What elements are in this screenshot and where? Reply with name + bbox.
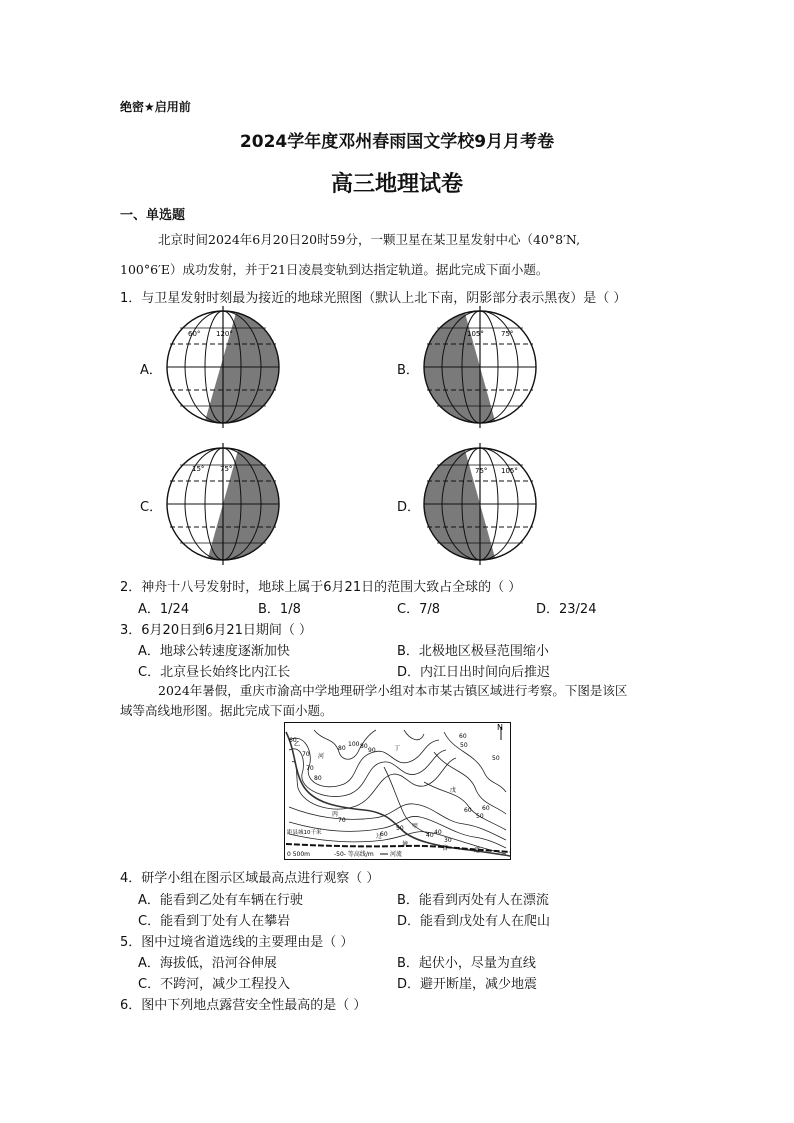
secret-label: 绝密★启用前 xyxy=(120,100,191,114)
contour-label: 50 xyxy=(460,742,468,749)
section-heading: 一、单选题 xyxy=(120,208,186,223)
q6-stem: 6．图中下列地点露营安全性最高的是（ ） xyxy=(120,998,367,1013)
globe-a xyxy=(158,306,288,428)
lon-label-d2: 105° xyxy=(501,467,518,475)
contour-label: 60 xyxy=(289,737,297,744)
road-label-4: 道 xyxy=(474,847,481,854)
contour-label: 80 xyxy=(314,775,322,782)
passage1-line1: 北京时间2024年6月20日20时59分，一颗卫星在某卫星发射中心（40°8′N, xyxy=(158,232,581,247)
contour-label: 90 xyxy=(368,747,376,754)
q5-stem: 5．图中过境省道选线的主要理由是（ ） xyxy=(120,935,354,950)
distance-note: 距县城10千米 xyxy=(287,830,322,836)
passage2-line2: 域等高线地形图。据此完成下面小题。 xyxy=(120,703,333,718)
north-arrow: N xyxy=(497,723,503,732)
q5-option-b[interactable]: B．起伏小，尽量为直线 xyxy=(397,956,536,971)
q2-option-d[interactable]: D．23/24 xyxy=(536,602,597,617)
legend-river: 河流 xyxy=(390,851,403,858)
contour-label: 40 xyxy=(434,829,442,836)
place-label-jia: 甲 xyxy=(412,823,419,830)
globe-d xyxy=(415,443,545,565)
contour-label: 50 xyxy=(476,813,484,820)
contour-label: 50 xyxy=(396,825,404,832)
contour-label: 60 xyxy=(380,831,388,838)
q4-option-d[interactable]: D．能看到戊处有人在爬山 xyxy=(397,914,551,929)
globe-b xyxy=(415,306,545,428)
contour-label: 60 xyxy=(482,805,490,812)
q2-stem: 2．神舟十八号发射时，地球上属于6月21日的范围大致占全球的（ ） xyxy=(120,580,522,595)
road-label-3: 省 xyxy=(442,845,449,852)
place-label-bing: 丙 xyxy=(332,811,339,818)
lon-label-d1: 75° xyxy=(475,467,488,475)
q2-option-c[interactable]: C．7/8 xyxy=(397,602,440,617)
q4-option-a[interactable]: A．能看到乙处有车辆在行驶 xyxy=(138,893,303,908)
contour-label: 40 xyxy=(426,832,434,839)
q5-option-c[interactable]: C．不跨河，减少工程投入 xyxy=(138,977,291,992)
place-label-ding: 丁 xyxy=(394,745,401,752)
place-label-yi: 乙 xyxy=(294,741,301,748)
q1-option-b-label: B． xyxy=(397,363,419,378)
legend-contour: -50- 等高线/m xyxy=(334,851,374,858)
passage1-line2: 100°6′E）成功发射，并于21日凌晨变轨到达指定轨道。据此完成下面小题。 xyxy=(120,262,549,277)
q4-option-c[interactable]: C．能看到丁处有人在攀岩 xyxy=(138,914,291,929)
lon-label-c2: 75° xyxy=(220,465,233,473)
globe-c xyxy=(158,443,288,565)
lon-label-a2: 120° xyxy=(216,330,233,338)
place-label-river: 河 xyxy=(318,753,325,760)
q1-option-a-label: A． xyxy=(140,363,162,378)
lon-label-b2: 75° xyxy=(501,330,514,338)
q5-option-d[interactable]: D．避开断崖，减少地震 xyxy=(397,977,538,992)
q3-option-b[interactable]: B．北极地区极昼范围缩小 xyxy=(397,644,549,659)
contour-label: 60 xyxy=(459,733,467,740)
q1-stem: 1．与卫星发射时刻最为接近的地球光照图（默认上北下南，阴影部分表示黑夜）是（ ） xyxy=(120,291,627,306)
q3-option-c[interactable]: C．北京昼长始终比内江长 xyxy=(138,665,291,680)
q1-option-d-label: D． xyxy=(397,500,421,515)
road-label-2: 境 xyxy=(402,841,409,848)
paper-title: 高三地理试卷 xyxy=(330,172,463,197)
school-title: 2024学年度邓州春雨国文学校9月月考卷 xyxy=(239,132,555,152)
q2-option-b[interactable]: B．1/8 xyxy=(258,602,301,617)
lon-label-a1: 60° xyxy=(188,330,201,338)
contour-map xyxy=(284,722,511,860)
scale-bar-label: 0 500m xyxy=(287,851,311,858)
q3-option-a[interactable]: A．地球公转速度逐渐加快 xyxy=(138,644,290,659)
q4-stem: 4．研学小组在图示区域最高点进行观察（ ） xyxy=(120,871,380,886)
lon-label-b1: 105° xyxy=(467,330,484,338)
q3-stem: 3．6月20日到6月21日期间（ ） xyxy=(120,623,313,638)
contour-label: 100 xyxy=(348,741,360,748)
contour-label: 80 xyxy=(360,743,368,750)
q5-option-a[interactable]: A．海拔低，沿河谷伸展 xyxy=(138,956,277,971)
contour-label: 30 xyxy=(444,837,452,844)
lon-label-c1: 15° xyxy=(192,465,205,473)
q2-option-a[interactable]: A．1/24 xyxy=(138,602,190,617)
q1-option-c-label: C． xyxy=(140,500,163,515)
passage2-line1: 2024年暑假，重庆市渝高中学地理研学小组对本市某古镇区域进行考察。下图是该区 xyxy=(158,683,628,698)
q4-option-b[interactable]: B．能看到丙处有人在漂流 xyxy=(397,893,549,908)
q3-option-d[interactable]: D．内江日出时间向后推迟 xyxy=(397,665,551,680)
contour-label: 70 xyxy=(338,817,346,824)
contour-label: 70 xyxy=(302,751,310,758)
contour-label: 80 xyxy=(338,745,346,752)
road-label-1: 过 xyxy=(376,833,383,840)
contour-label: 70 xyxy=(306,765,314,772)
contour-label: 60 xyxy=(464,807,472,814)
place-label-wu: 戊 xyxy=(450,787,457,794)
contour-label: 50 xyxy=(492,755,500,762)
